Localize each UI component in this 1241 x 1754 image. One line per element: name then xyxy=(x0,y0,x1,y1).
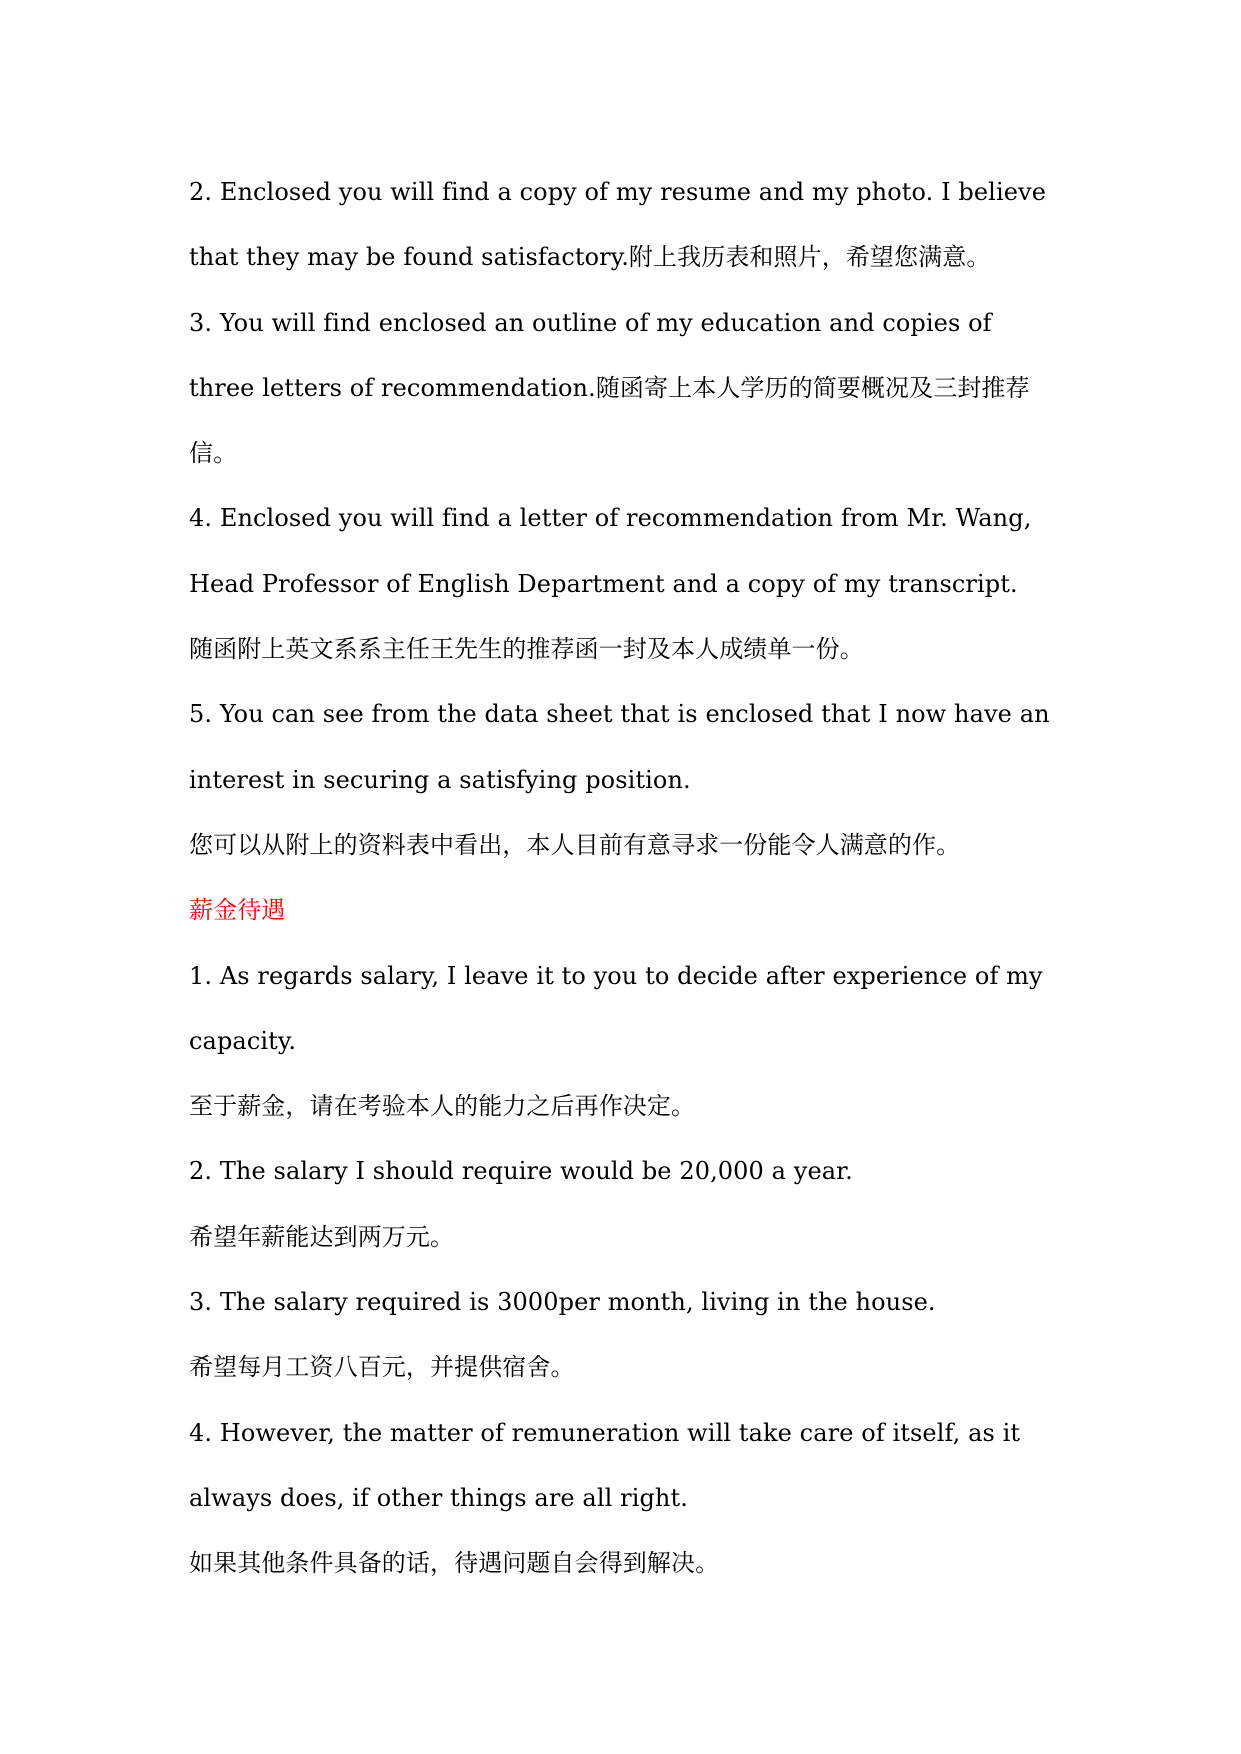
text-line: that they may be found satisfactory.附上我历表和照片，希望您满意。 xyxy=(189,243,991,272)
text-line: always does, if other things are all right. xyxy=(189,1483,688,1512)
text-line: 5. You can see from the data sheet that is enclosed that I now have an xyxy=(189,700,1050,729)
text-line: 3. The salary required is 3000per month, living in the house. xyxy=(189,1288,936,1317)
text-line: 您可以从附上的资料表中看出，本人目前有意寻求一份能令人满意的作。 xyxy=(189,830,961,859)
text-line: capacity. xyxy=(189,1026,297,1055)
text-line: Head Professor of English Department and a copy of my transcript. xyxy=(189,569,1018,598)
text-line: 2. The salary I should require would be 20,000 a year. xyxy=(189,1157,853,1186)
text-line: 4. Enclosed you will find a letter of recommendation from Mr. Wang, xyxy=(189,504,1032,533)
section-heading-salary: 薪金待遇 xyxy=(189,896,286,925)
text-line: 1. As regards salary, I leave it to you to decide after experience of my xyxy=(189,961,1043,990)
document-body xyxy=(189,160,1069,1597)
text-line: 如果其他条件具备的话，待遇问题自会得到解决。 xyxy=(189,1549,720,1578)
text-line: 信。 xyxy=(189,439,238,468)
text-line: 至于薪金，请在考验本人的能力之后再作决定。 xyxy=(189,1092,696,1121)
text-line: interest in securing a satisfying position. xyxy=(189,765,691,794)
text-line: three letters of recommendation.随函寄上本人学历的简要概况及三封推荐 xyxy=(189,373,1030,402)
text-line: 4. However, the matter of remuneration will take care of itself, as it xyxy=(189,1418,1021,1447)
text-line: 希望每月工资八百元，并提供宿舍。 xyxy=(189,1353,575,1382)
text-line: 随函附上英文系系主任王先生的推荐函一封及本人成绩单一份。 xyxy=(189,635,864,664)
text-line: 2. Enclosed you will find a copy of my resume and my photo. I believe xyxy=(189,178,1047,206)
text-line: 3. You will find enclosed an outline of my education and copies of xyxy=(189,308,992,337)
text-line: 希望年薪能达到两万元。 xyxy=(189,1222,455,1251)
